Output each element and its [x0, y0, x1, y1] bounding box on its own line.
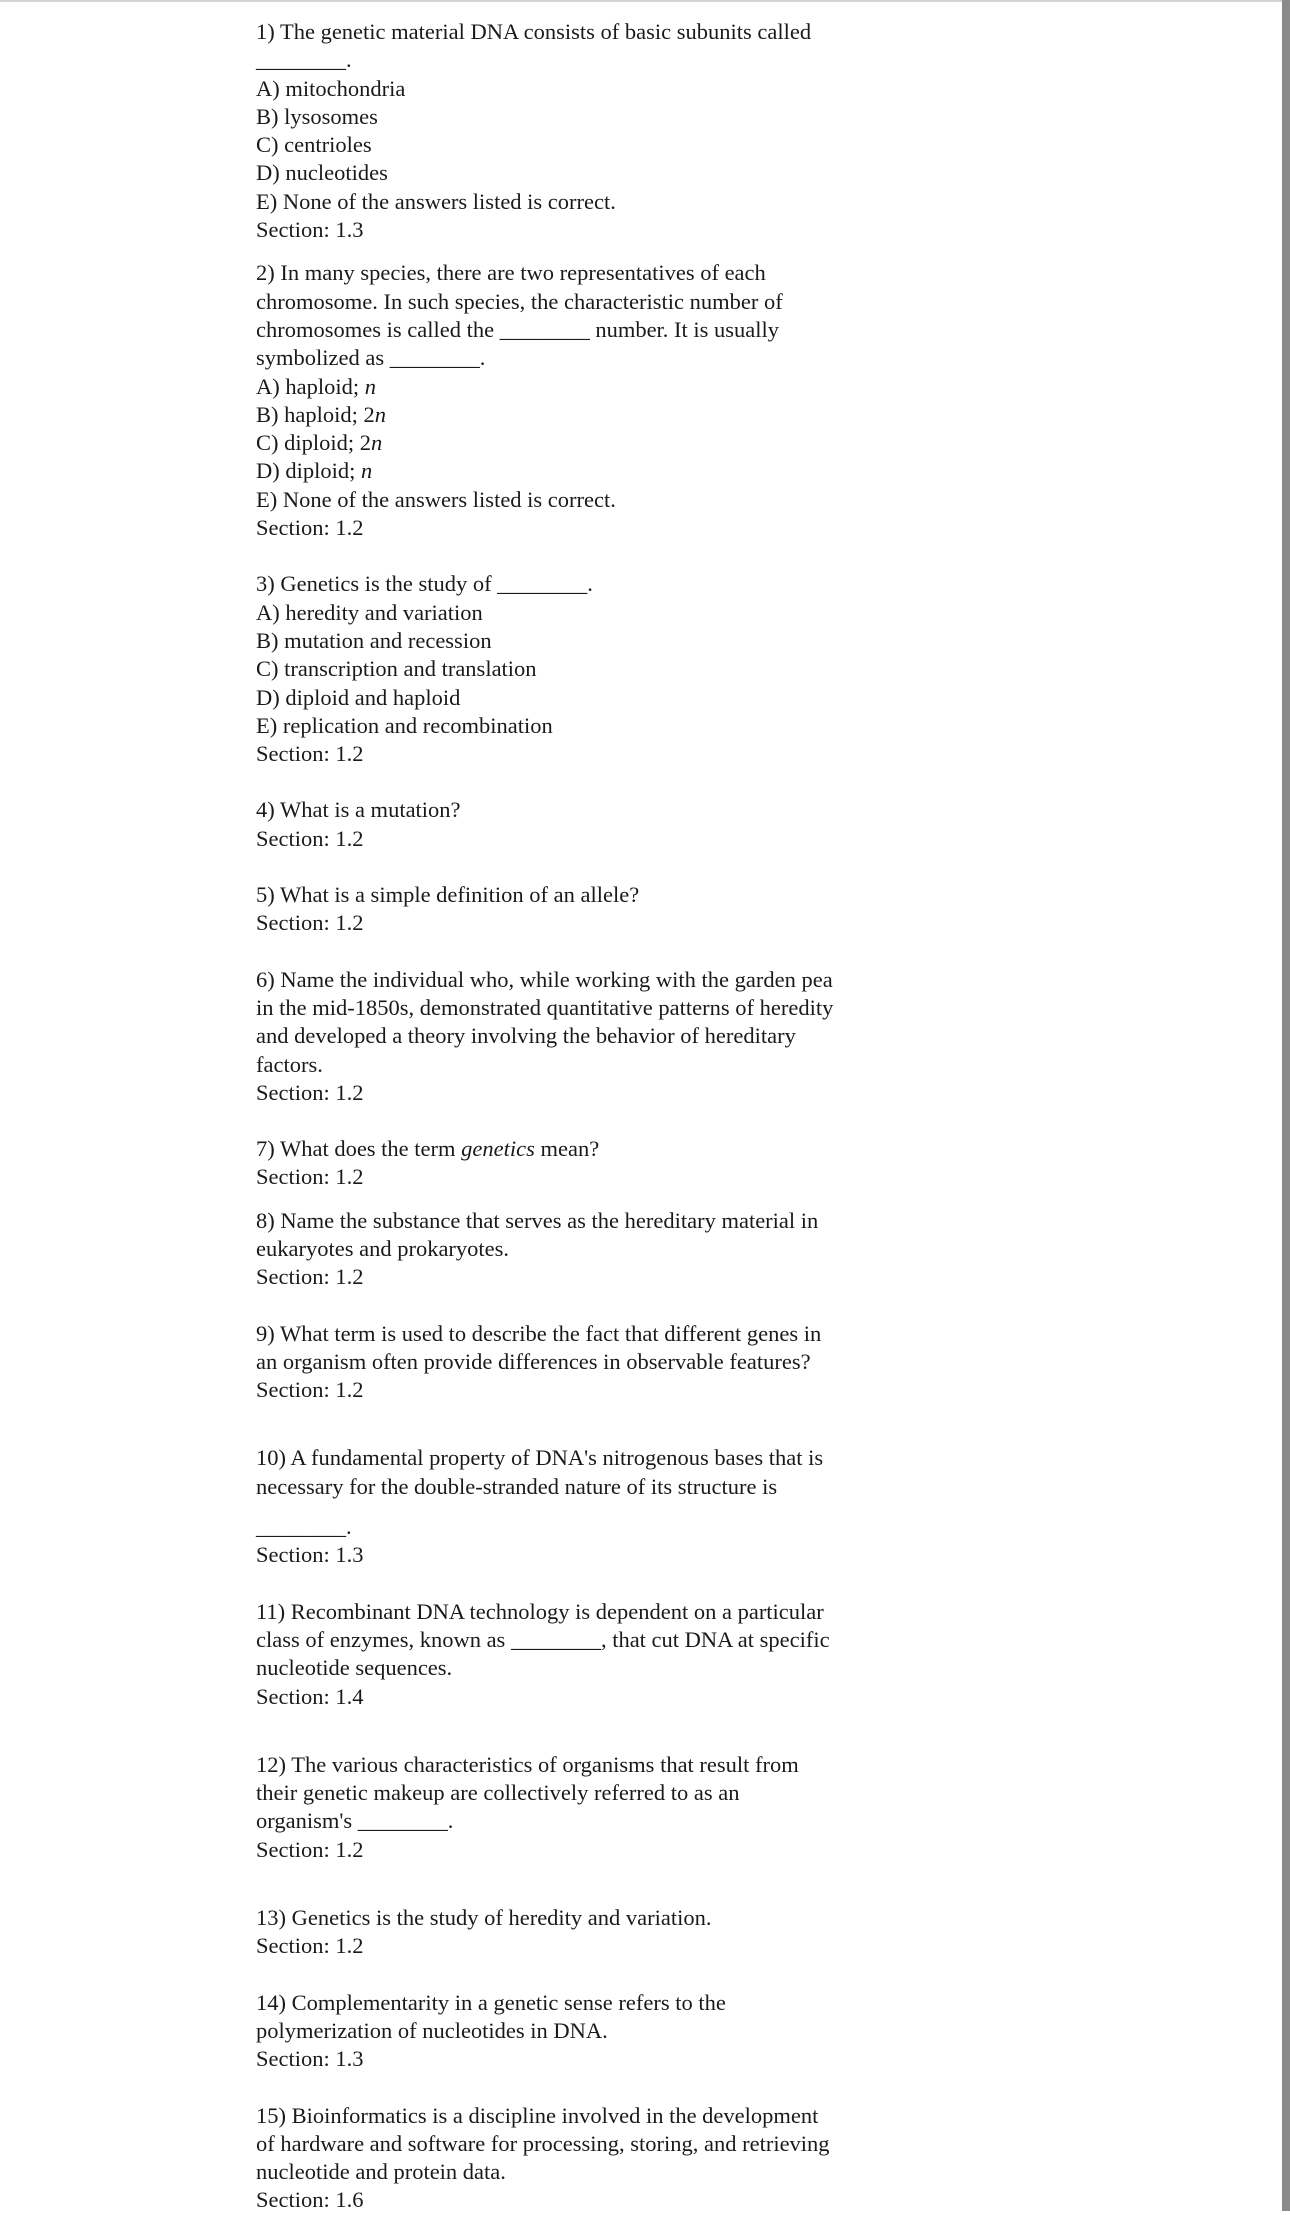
- question-number: 10): [256, 1445, 286, 1471]
- italic-term: genetics: [461, 1136, 535, 1162]
- question-text-line-3: nucleotide and protein data.: [256, 2159, 506, 2185]
- question-number: 4): [256, 797, 275, 823]
- question-text-line-1: The various characteristics of organisms that result from: [291, 1751, 799, 1777]
- option-c: C) centrioles: [256, 132, 372, 158]
- question-14: [256, 1989, 896, 2074]
- question-1: [256, 18, 896, 244]
- question-13: [256, 1904, 896, 1961]
- question-number: 11): [256, 1598, 286, 1624]
- section-reference: Section: 1.2: [256, 515, 364, 541]
- section-reference: Section: 1.2: [256, 1079, 364, 1105]
- question-text-line-4: symbolized as ________.: [256, 345, 486, 371]
- question-text-line-1: Recombinant DNA technology is dependent on a particular: [290, 1598, 824, 1624]
- question-text: The genetic material DNA consists of basic subunits called: [279, 19, 812, 44]
- question-7: 7) What does the term genetics mean? Section: 1.2: [256, 1135, 896, 1192]
- question-text: Genetics is the study of heredity and variation.: [291, 1905, 712, 1931]
- question-number: 5): [256, 882, 275, 908]
- option-b: B) haploid; 2n: [256, 401, 386, 427]
- question-number: 12): [256, 1751, 286, 1777]
- question-text-line-2: class of enzymes, known as ________, that cut DNA at specific: [256, 1626, 830, 1652]
- question-text-line-1: What term is used to describe the fact that different genes in: [279, 1320, 822, 1346]
- question-number: 13): [256, 1905, 286, 1931]
- section-reference: Section: 1.2: [256, 741, 364, 767]
- section-reference: Section: 1.2: [256, 1836, 364, 1862]
- question-11: [256, 1598, 896, 1711]
- question-2: [256, 259, 896, 542]
- option-e: E) None of the answers listed is correct.: [256, 486, 616, 512]
- section-reference: Section: 1.2: [256, 1264, 364, 1290]
- question-number: 6): [256, 966, 275, 992]
- question-3: [256, 570, 896, 768]
- option-d: D) diploid and haploid: [256, 684, 461, 710]
- section-reference: Section: 1.3: [256, 1542, 364, 1568]
- answer-blank: ________.: [256, 1514, 352, 1540]
- question-number: 14): [256, 1989, 286, 2015]
- section-reference: Section: 1.2: [256, 910, 364, 936]
- question-12: [256, 1751, 896, 1864]
- top-rule: [0, 0, 1290, 2]
- option-c: C) diploid; 2n: [256, 430, 383, 456]
- scrollbar[interactable]: [1282, 0, 1290, 2211]
- option-e: E) None of the answers listed is correct.: [256, 188, 616, 214]
- answer-options: [256, 373, 896, 514]
- question-10: [256, 1444, 896, 1569]
- question-text-line-2: chromosome. In such species, the characteristic number of: [256, 288, 783, 314]
- section-reference: Section: 1.3: [256, 217, 364, 243]
- question-number: 8): [256, 1207, 275, 1233]
- question-text-line-2: an organism often provide differences in observable features?: [256, 1348, 811, 1374]
- question-6: [256, 966, 896, 1107]
- question-number: 7): [256, 1136, 275, 1162]
- section-reference: Section: 1.2: [256, 1933, 364, 1959]
- question-text-line-4: factors.: [256, 1051, 323, 1077]
- question-8: [256, 1207, 896, 1292]
- section-reference: Section: 1.2: [256, 1377, 364, 1403]
- option-e: E) replication and recombination: [256, 712, 553, 738]
- question-text-line-3: nucleotide sequences.: [256, 1655, 453, 1681]
- question-text-line-2: their genetic makeup are collectively referred to as an: [256, 1780, 740, 1806]
- question-text-line-2: eukaryotes and prokaryotes.: [256, 1235, 510, 1261]
- answer-options: [256, 75, 896, 216]
- question-text: What is a simple definition of an allele?: [279, 882, 640, 908]
- section-reference: Section: 1.6: [256, 2187, 364, 2213]
- option-a: A) haploid; n: [256, 373, 376, 399]
- option-d: D) nucleotides: [256, 160, 388, 186]
- question-15: [256, 2102, 896, 2215]
- question-number: 3): [256, 571, 275, 597]
- question-number: 1): [256, 19, 275, 44]
- section-reference: Section: 1.2: [256, 825, 364, 851]
- question-text-line-2: polymerization of nucleotides in DNA.: [256, 2017, 608, 2043]
- section-reference: Section: 1.3: [256, 2046, 364, 2072]
- question-text-line-1: Name the substance that serves as the hereditary material in: [280, 1207, 819, 1233]
- option-d: D) diploid; n: [256, 458, 373, 484]
- question-text-line-3: organism's ________.: [256, 1808, 454, 1834]
- question-text-line-1: A fundamental property of DNA's nitrogenous bases that is: [290, 1445, 824, 1471]
- question-text-line-3: and developed a theory involving the behavior of hereditary: [256, 1023, 796, 1049]
- question-text-line-1: Bioinformatics is a discipline involved in the development: [291, 2102, 819, 2128]
- section-reference: Section: 1.4: [256, 1683, 364, 1709]
- question-text-line-3: chromosomes is called the ________ number. It is usually: [256, 316, 780, 342]
- question-4: [256, 796, 896, 853]
- answer-options: [256, 599, 896, 740]
- answer-blank: ________.: [256, 47, 352, 73]
- question-text-line-2: of hardware and software for processing, storing, and retrieving: [256, 2130, 830, 2156]
- question-number: 9): [256, 1320, 275, 1346]
- question-text-line-1: In many species, there are two representatives of each: [280, 260, 766, 286]
- question-5: [256, 881, 896, 938]
- question-number: 15): [256, 2102, 286, 2128]
- section-reference: Section: 1.2: [256, 1164, 364, 1190]
- question-9: [256, 1320, 896, 1405]
- question-text: Genetics is the study of ________.: [280, 571, 593, 597]
- option-a: A) heredity and variation: [256, 599, 483, 625]
- option-c: C) transcription and translation: [256, 656, 537, 682]
- question-number: 2): [256, 260, 275, 286]
- question-text: What is a mutation?: [279, 797, 461, 823]
- option-b: B) mutation and recession: [256, 627, 492, 653]
- option-b: B) lysosomes: [256, 103, 378, 129]
- question-text-line-1: Complementarity in a genetic sense refers to the: [291, 1989, 726, 2015]
- question-text-line-2: necessary for the double-stranded nature of its structure is: [256, 1473, 778, 1499]
- question-text-line-2: in the mid-1850s, demonstrated quantitative patterns of heredity: [256, 994, 834, 1020]
- question-text-line-1: Name the individual who, while working with the garden pea: [280, 966, 833, 992]
- question-document: [256, 18, 896, 2215]
- option-a: A) mitochondria: [256, 75, 406, 101]
